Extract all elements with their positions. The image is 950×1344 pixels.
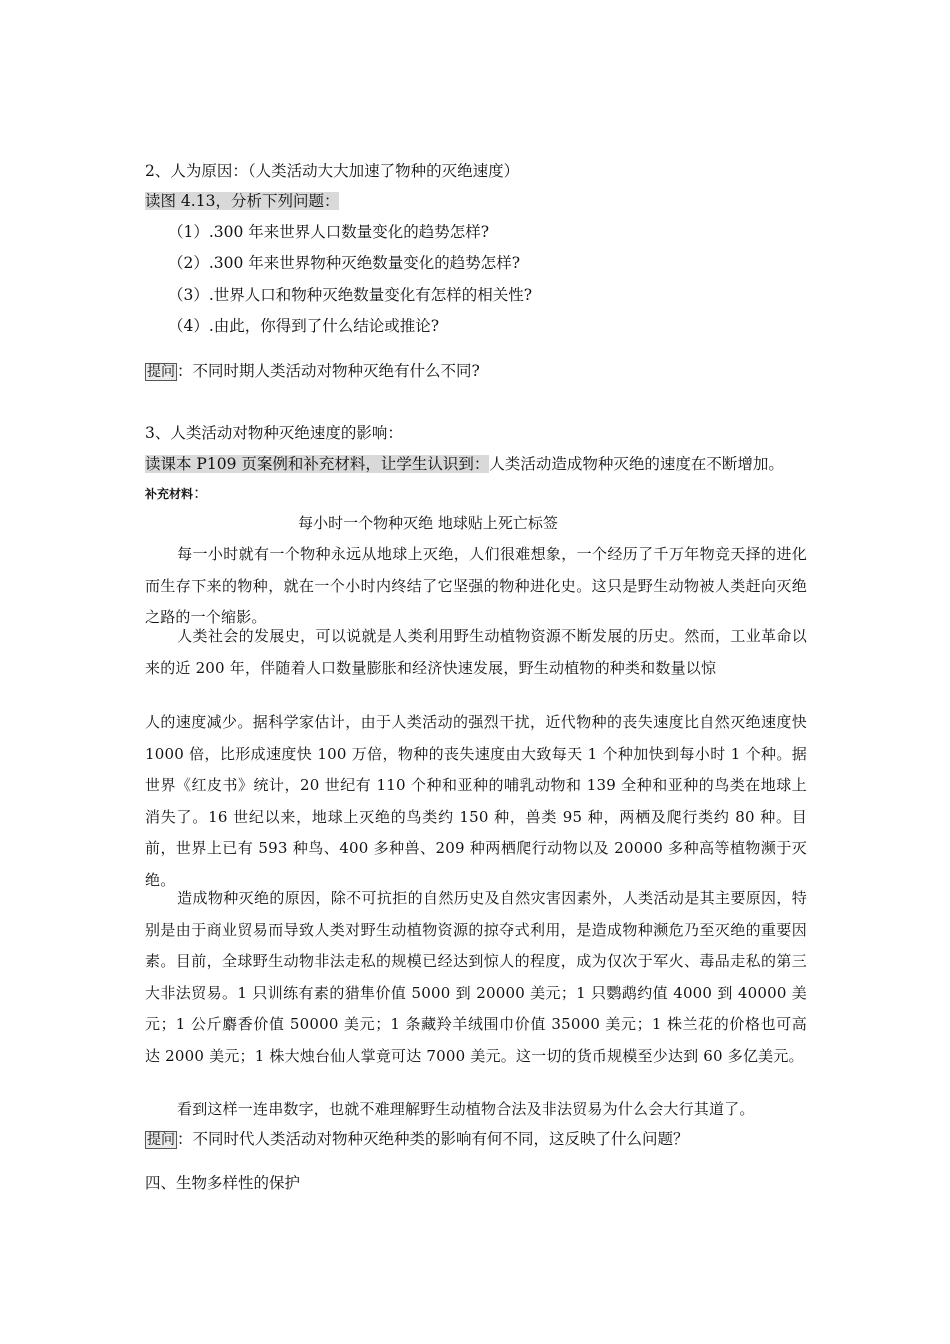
ask-question-2: [145, 1128, 689, 1151]
article-title: 每小时一个物种灭绝 地球贴上死亡标签: [298, 514, 558, 532]
question-3: （3）.世界人口和物种灭绝数量变化有怎样的相关性?: [168, 286, 533, 304]
ask-label-2: 提问: [147, 1132, 175, 1148]
article-paragraph-4: [145, 1094, 807, 1126]
read-figure-instruction: [145, 190, 339, 212]
supplement-label: 补充材料: [145, 487, 194, 501]
article-paragraph-2b: 人的速度减少。据科学家估计，由于人类活动的强烈干扰，近代物种的丧失速度比自然灭绝速度快 1000 倍，比形成速度快 100 万倍，物种的丧失速度由大致每天 1 个种加快到每小时 1 个种。据世界《红皮书》统计，20 世纪有 110 个种和亚种的哺乳动物和 139 全种和亚种的鸟类在地球上消失了。16 世纪以来，地球上灭绝的鸟类约 150 种，兽类 95 种，两栖及爬行类约 80 种。目前，世界上已有 593 种鸟、400 多种兽、209 种两栖爬行动物以及 20000 多种高等植物濒于灭绝。: [145, 713, 807, 889]
supplement-colon: ：: [193, 484, 209, 502]
article-paragraph-1: [145, 539, 807, 634]
question-2: （2）.300 年来世界物种灭绝数量变化的趋势怎样?: [168, 254, 521, 272]
section3-heading: 3、人类活动对物种灭绝速度的影响：: [145, 424, 403, 442]
ask-question-1: [145, 360, 480, 383]
read-textbook-rest: 人类活动造成物种灭绝的速度在不断增加。: [489, 455, 784, 473]
article-paragraph-2a-text: 人类社会的发展史，可以说就是人类利用野生动植物资源不断发展的历史。然而，工业革命以来的近 200 年，伴随着人口数量膨胀和经济快速发展，野生动植物的种类和数量以惊: [145, 627, 807, 677]
read-figure-text: 读图 4.13，分析下列问题：: [145, 192, 340, 210]
ask-label: 提问: [147, 364, 175, 380]
article-paragraph-3: [145, 883, 807, 1072]
read-textbook-highlight: 读课本 P109 页案例和补充材料，让学生认识到：: [145, 455, 490, 473]
ask-text-2: ：不同时代人类活动对物种灭绝种类的影响有何不同，这反映了什么问题？: [177, 1130, 689, 1148]
article-paragraph-3-text: 造成物种灭绝的原因，除不可抗拒的自然历史及自然灾害因素外，人类活动是其主要原因，特别是由于商业贸易而导致人类对野生动植物资源的掠夺式利用，是造成物种濒危乃至灭绝的重要因素。目前，全球野生动物非法走私的规模已经达到惊人的程度，成为仅次于军火、毒品走私的第三大非法贸易。1 只训练有素的猎隼价值 5000 到 20000 美元；1 只鹦鹉约值 4000 到 40000 美元；1 公斤麝香价值 50000 美元；1 条藏羚羊绒围巾价值 35000 美元；1 株兰花的价格也可高达 2000 美元；1 株大烛台仙人掌竟可达 7000 美元。这一切的货币规模至少达到 60 多亿美元。: [145, 889, 807, 1065]
article-paragraph-2a: [145, 621, 807, 684]
ask-text: ：不同时期人类活动对物种灭绝有什么不同?: [177, 362, 480, 380]
section2-heading: 2、人为原因：（人类活动大大加速了物种的灭绝速度）: [145, 162, 520, 180]
supplement-label-line: [145, 482, 209, 505]
read-textbook-instruction: [145, 453, 784, 475]
article-paragraph-4-text: 看到这样一连串数字，也就不难理解野生动植物合法及非法贸易为什么会大行其道了。: [177, 1100, 755, 1118]
question-1: （1）.300 年来世界人口数量变化的趋势怎样?: [168, 223, 490, 241]
question-4: （4）.由此，你得到了什么结论或推论?: [168, 317, 440, 335]
section4-heading: 四、生物多样性的保护: [145, 1174, 301, 1192]
article-paragraph-1-text: 每一小时就有一个物种永远从地球上灭绝，人们很难想象，一个经历了千万年物竞天择的进化而生存下来的物种，就在一个小时内终结了它坚强的物种进化史。这只是野生动物被人类赶向灭绝之路的一个缩影。: [145, 545, 807, 626]
